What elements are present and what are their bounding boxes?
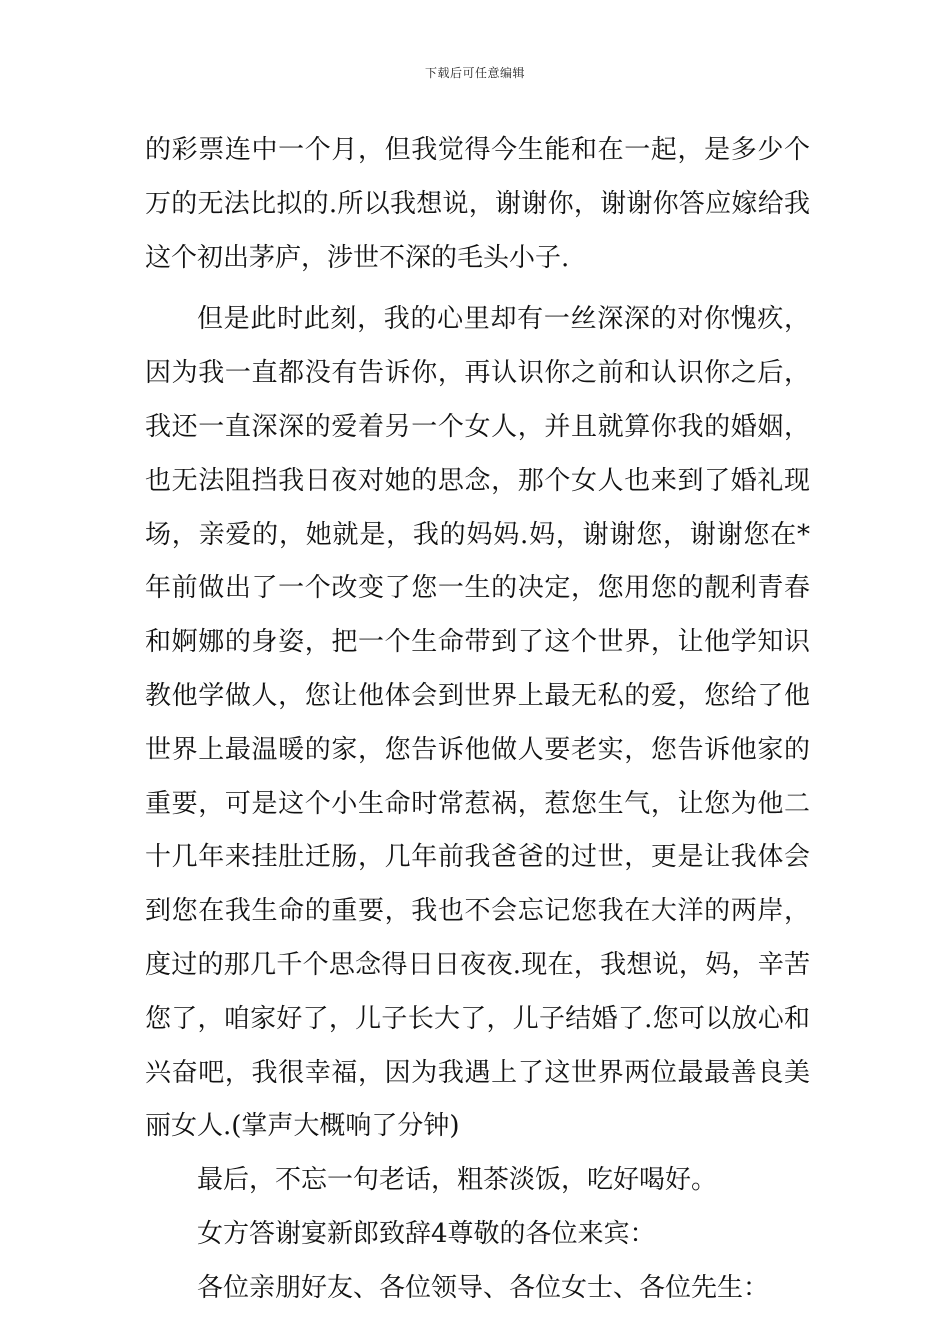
paragraph: 各位亲朋好友、各位领导、各位女士、各位先生： [197, 1272, 770, 1303]
paragraph: 最后，不忘一句老话，粗茶淡饭，吃好喝好。 [197, 1165, 718, 1196]
paragraph: 的彩票连中一个月，但我觉得今生能和在一起，是多少个万的无法比拟的.所以我想说，谢谢你，谢谢你答应嫁给我这个初出茅庐，涉世不深的毛头小子. [145, 135, 810, 273]
paragraph: 女方答谢宴新郎致辞4尊敬的各位来宾： [197, 1218, 656, 1249]
document-body [145, 124, 810, 1316]
page-header: 下载后可任意编辑 [424, 66, 525, 80]
paragraph: 但是此时此刻，我的心里却有一丝深深的对你愧疚，因为我一直都没有告诉你，再认识你之前和认识你之后，我还一直深深的爱着另一个女人，并且就算你我的婚姻，也无法阻挡我日夜对她的思念，那个女人也来到了婚礼现场，亲爱的，她就是，我的妈妈.妈，谢谢您，谢谢您在*年前做出了一个改变了您一生的决定，您用您的靓利青春和婀娜的身姿，把一个生命带到了这个世界，让他学知识教他学做人，您让他体会到世界上最无私的爱，您给了他世界上最温暖的家，您告诉他做人要老实，您告诉他家的重要，可是这个小生命时常惹祸，惹您生气，让您为他二十几年来挂肚迁肠，几年前我爸爸的过世，更是让我体会到您在我生命的重要，我也不会忘记您我在大洋的两岸，度过的那几千个思念得日日夜夜.现在，我想说，妈，辛苦您了，咱家好了，儿子长大了，儿子结婚了.您可以放心和兴奋吧，我很幸福，因为我遇上了这世界两位最最善良美丽女人.(掌声大概响了分钟) [145, 304, 810, 1142]
